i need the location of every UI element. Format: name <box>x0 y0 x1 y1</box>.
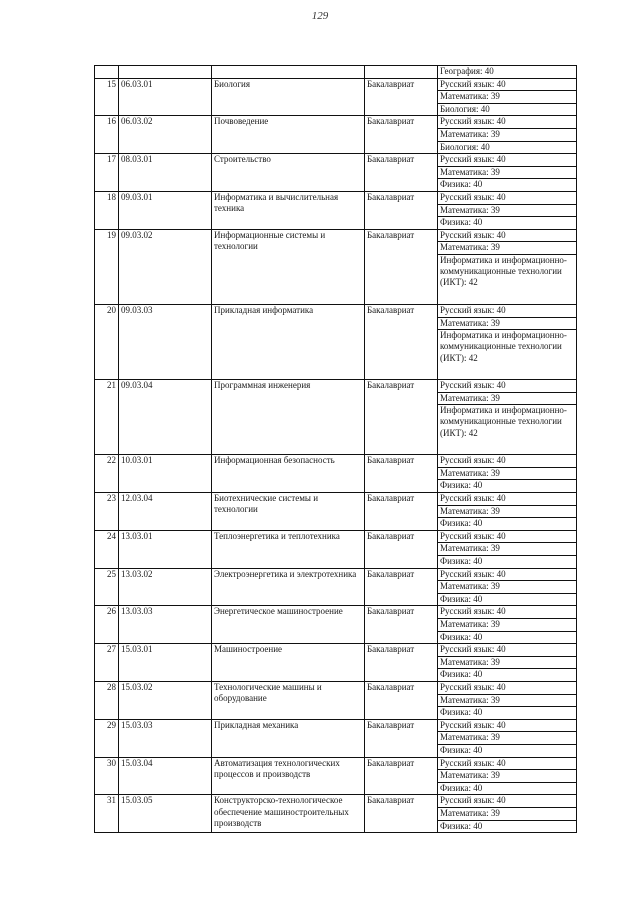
program-code-cell <box>119 66 212 79</box>
exam-requirement: Биология: 40 <box>438 141 577 154</box>
exam-requirement: Математика: 39 <box>438 204 577 217</box>
program-level: Бакалавриат <box>365 380 438 455</box>
exam-requirement: Математика: 39 <box>438 91 577 104</box>
program-number: 31 <box>95 795 119 833</box>
program-name: Биотехнические системы и технологии <box>212 493 365 531</box>
program-number: 17 <box>95 154 119 192</box>
program-level: Бакалавриат <box>365 795 438 833</box>
program-name: Биология <box>212 78 365 116</box>
program-level: Бакалавриат <box>365 568 438 606</box>
exam-requirement: Математика: 39 <box>438 543 577 556</box>
exam-requirement: Математика: 39 <box>438 242 577 255</box>
table-row <box>95 304 577 317</box>
program-number: 20 <box>95 304 119 379</box>
exam-requirement: Физика: 40 <box>438 669 577 682</box>
table-row <box>95 455 577 468</box>
program-number: 29 <box>95 719 119 757</box>
program-level: Бакалавриат <box>365 493 438 531</box>
exam-requirement: Русский язык: 40 <box>438 644 577 657</box>
exam-cell: География: 40 <box>438 66 577 79</box>
program-number: 15 <box>95 78 119 116</box>
programs-table-body <box>95 66 577 833</box>
program-level: Бакалавриат <box>365 191 438 229</box>
program-name: Машиностроение <box>212 644 365 682</box>
exam-requirement: Физика: 40 <box>438 782 577 795</box>
table-row <box>95 229 577 242</box>
exam-requirement: Русский язык: 40 <box>438 304 577 317</box>
program-name: Прикладная механика <box>212 719 365 757</box>
exam-requirement: Математика: 39 <box>438 694 577 707</box>
program-code: 15.03.01 <box>119 644 212 682</box>
exam-requirement: Математика: 39 <box>438 392 577 405</box>
program-code: 09.03.02 <box>119 229 212 304</box>
program-code: 10.03.01 <box>119 455 212 493</box>
program-level: Бакалавриат <box>365 757 438 795</box>
exam-requirement: Русский язык: 40 <box>438 116 577 129</box>
table-row <box>95 116 577 129</box>
program-code: 13.03.02 <box>119 568 212 606</box>
programs-table <box>94 65 577 833</box>
program-level: Бакалавриат <box>365 644 438 682</box>
program-name: Строительство <box>212 154 365 192</box>
exam-requirement: Русский язык: 40 <box>438 191 577 204</box>
program-name: Электроэнергетика и электротехника <box>212 568 365 606</box>
program-name: Энергетическое машиностроение <box>212 606 365 644</box>
exam-requirement: Математика: 39 <box>438 166 577 179</box>
program-level: Бакалавриат <box>365 530 438 568</box>
exam-requirement: Математика: 39 <box>438 317 577 330</box>
table-row <box>95 66 577 79</box>
program-number: 30 <box>95 757 119 795</box>
exam-requirement: Физика: 40 <box>438 707 577 720</box>
program-number: 28 <box>95 681 119 719</box>
program-name: Теплоэнергетика и теплотехника <box>212 530 365 568</box>
program-name: Технологические машины и оборудование <box>212 681 365 719</box>
table-row <box>95 78 577 91</box>
table-row <box>95 681 577 694</box>
table-row <box>95 191 577 204</box>
program-level: Бакалавриат <box>365 154 438 192</box>
exam-requirement: Русский язык: 40 <box>438 530 577 543</box>
program-level: Бакалавриат <box>365 455 438 493</box>
exam-requirement: Русский язык: 40 <box>438 757 577 770</box>
exam-requirement: Русский язык: 40 <box>438 681 577 694</box>
program-code: 09.03.03 <box>119 304 212 379</box>
exam-requirement: Биология: 40 <box>438 103 577 116</box>
table-row <box>95 154 577 167</box>
exam-requirement: Физика: 40 <box>438 744 577 757</box>
exam-requirement: Математика: 39 <box>438 128 577 141</box>
program-name: Конструкторско-технологическое обеспечение машиностроительных производств <box>212 795 365 833</box>
exam-requirement: Физика: 40 <box>438 820 577 833</box>
program-name: Информационные системы и технологии <box>212 229 365 304</box>
program-number-cell <box>95 66 119 79</box>
program-code: 13.03.03 <box>119 606 212 644</box>
program-code: 06.03.01 <box>119 78 212 116</box>
exam-requirement: Информатика и информационно-коммуникационные технологии (ИКТ): 42 <box>438 405 577 455</box>
program-code: 13.03.01 <box>119 530 212 568</box>
table-row <box>95 719 577 732</box>
program-level-cell <box>365 66 438 79</box>
program-code: 15.03.02 <box>119 681 212 719</box>
exam-requirement: Русский язык: 40 <box>438 78 577 91</box>
program-number: 22 <box>95 455 119 493</box>
program-name: Программная инженерия <box>212 380 365 455</box>
program-number: 25 <box>95 568 119 606</box>
program-name: Прикладная информатика <box>212 304 365 379</box>
program-level: Бакалавриат <box>365 78 438 116</box>
program-level: Бакалавриат <box>365 606 438 644</box>
program-name: Информатика и вычислительная техника <box>212 191 365 229</box>
program-code: 12.03.04 <box>119 493 212 531</box>
exam-requirement: Математика: 39 <box>438 581 577 594</box>
table-row <box>95 493 577 506</box>
exam-requirement: Физика: 40 <box>438 631 577 644</box>
exam-requirement: Русский язык: 40 <box>438 719 577 732</box>
exam-requirement: Русский язык: 40 <box>438 154 577 167</box>
program-level: Бакалавриат <box>365 229 438 304</box>
exam-requirement: Русский язык: 40 <box>438 229 577 242</box>
exam-requirement: Русский язык: 40 <box>438 568 577 581</box>
program-code: 06.03.02 <box>119 116 212 154</box>
exam-requirement: Физика: 40 <box>438 217 577 230</box>
exam-requirement: Физика: 40 <box>438 518 577 531</box>
exam-requirement: Математика: 39 <box>438 505 577 518</box>
program-code: 09.03.04 <box>119 380 212 455</box>
program-number: 23 <box>95 493 119 531</box>
exam-requirement: Информатика и информационно-коммуникационные технологии (ИКТ): 42 <box>438 330 577 380</box>
program-name-cell <box>212 66 365 79</box>
exam-requirement: Физика: 40 <box>438 593 577 606</box>
exam-requirement: Физика: 40 <box>438 556 577 569</box>
exam-requirement: Русский язык: 40 <box>438 493 577 506</box>
exam-requirement: Математика: 39 <box>438 467 577 480</box>
program-number: 18 <box>95 191 119 229</box>
program-code: 15.03.04 <box>119 757 212 795</box>
program-level: Бакалавриат <box>365 116 438 154</box>
exam-requirement: Математика: 39 <box>438 619 577 632</box>
program-name: Информационная безопасность <box>212 455 365 493</box>
exam-requirement: Русский язык: 40 <box>438 380 577 393</box>
exam-requirement: Информатика и информационно-коммуникационные технологии (ИКТ): 42 <box>438 254 577 304</box>
exam-requirement: Математика: 39 <box>438 807 577 820</box>
program-name: Почвоведение <box>212 116 365 154</box>
program-number: 26 <box>95 606 119 644</box>
exam-requirement: Русский язык: 40 <box>438 606 577 619</box>
program-number: 21 <box>95 380 119 455</box>
program-level: Бакалавриат <box>365 681 438 719</box>
table-row <box>95 644 577 657</box>
exam-requirement: Математика: 39 <box>438 732 577 745</box>
exam-requirement: Русский язык: 40 <box>438 455 577 468</box>
program-number: 24 <box>95 530 119 568</box>
exam-requirement: Физика: 40 <box>438 179 577 192</box>
table-row <box>95 795 577 808</box>
exam-requirement: Математика: 39 <box>438 656 577 669</box>
table-row <box>95 568 577 581</box>
table-row <box>95 606 577 619</box>
exam-requirement: Русский язык: 40 <box>438 795 577 808</box>
table-row <box>95 757 577 770</box>
page-number: 129 <box>311 10 329 22</box>
program-code: 15.03.05 <box>119 795 212 833</box>
exam-requirement: Математика: 39 <box>438 770 577 783</box>
program-code: 15.03.03 <box>119 719 212 757</box>
table-row <box>95 530 577 543</box>
exam-requirement: Физика: 40 <box>438 480 577 493</box>
program-number: 16 <box>95 116 119 154</box>
program-code: 09.03.01 <box>119 191 212 229</box>
table-row <box>95 380 577 393</box>
program-code: 08.03.01 <box>119 154 212 192</box>
program-level: Бакалавриат <box>365 719 438 757</box>
program-number: 27 <box>95 644 119 682</box>
program-level: Бакалавриат <box>365 304 438 379</box>
program-name: Автоматизация технологических процессов и производств <box>212 757 365 795</box>
program-number: 19 <box>95 229 119 304</box>
